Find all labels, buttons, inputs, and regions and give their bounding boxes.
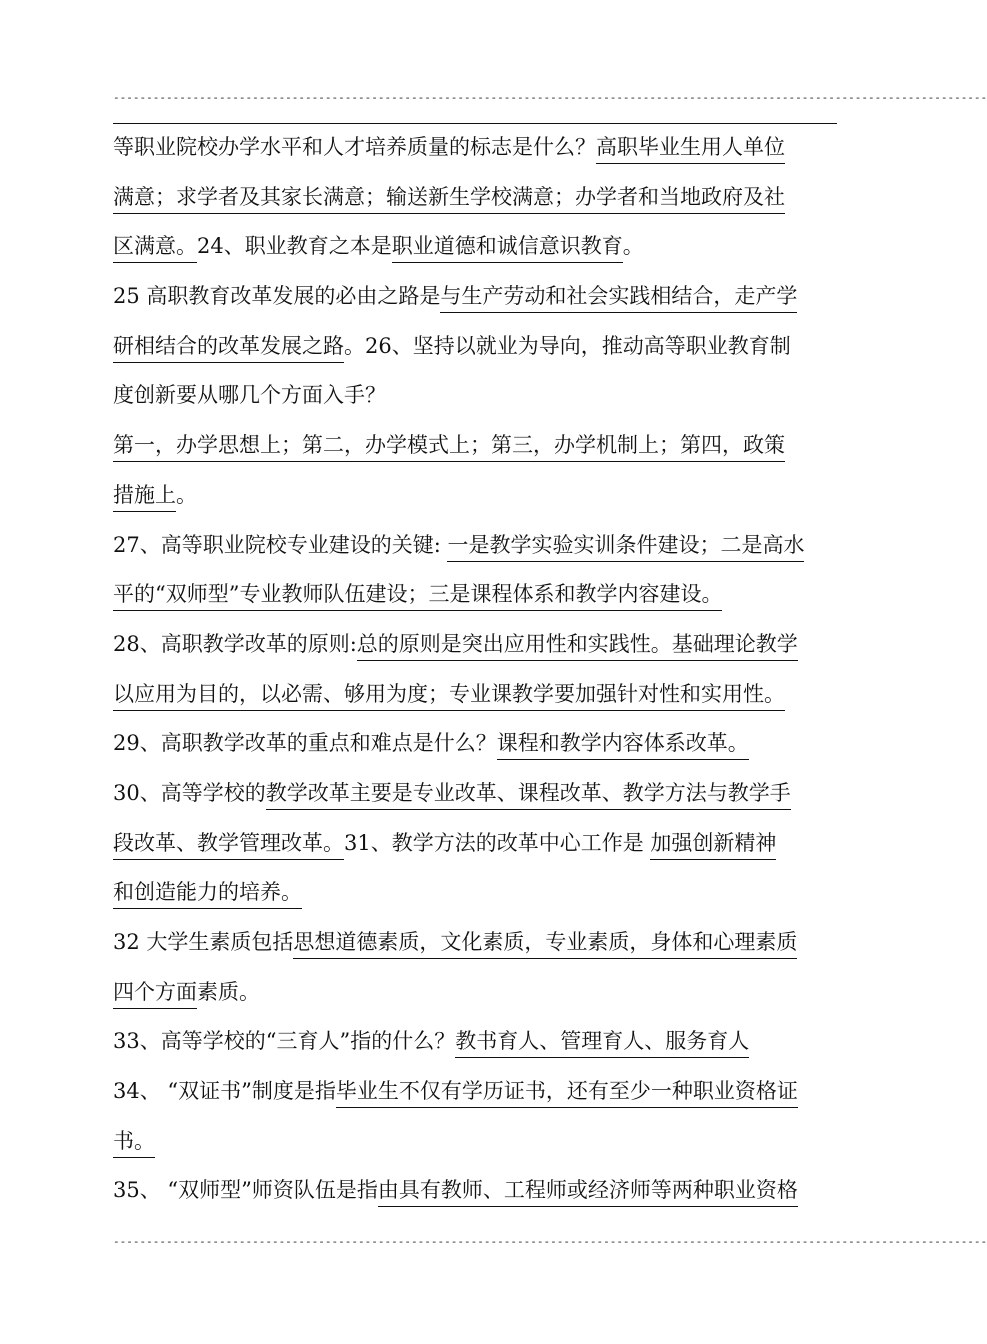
document-body xyxy=(113,128,837,1221)
question-text: 。 xyxy=(622,234,644,259)
text-line xyxy=(113,923,837,973)
top-rule xyxy=(113,123,837,124)
question-text: 25 高职教育改革发展的必由之路是 xyxy=(113,284,441,309)
question-text: 34、 “双证书”制度是指 xyxy=(113,1079,336,1104)
question-text: 度创新要从哪几个方面入手？ xyxy=(113,383,386,408)
text-line xyxy=(113,178,837,228)
underlined-answer: 教学改革主要是专业改革、课程改革、教学方法与教学手 xyxy=(266,781,791,810)
top-dashed-separator: ------------------------------------------------------------------------------------------------------------------------------------ xyxy=(113,91,987,104)
text-line xyxy=(113,675,837,725)
underlined-answer: 与生产劳动和社会实践相结合，走产学 xyxy=(440,284,797,313)
bottom-dashed-separator: ------------------------------------------------------------------------------------------------------------------------------------ xyxy=(113,1235,987,1248)
underlined-answer: 毕业生不仅有学历证书，还有至少一种职业资格证 xyxy=(336,1079,798,1108)
question-text: 29、高职教学改革的重点和难点是什么？ xyxy=(113,731,497,756)
underlined-answer: 书。 xyxy=(113,1129,155,1158)
underlined-answer: 措施上 xyxy=(113,483,176,512)
underlined-answer: 区满意。 xyxy=(113,234,197,263)
question-text: 30、高等学校的 xyxy=(113,780,266,805)
text-line xyxy=(113,824,837,874)
text-line xyxy=(113,526,837,576)
underlined-answer: 四个方面 xyxy=(113,980,197,1009)
question-text: 28、高职教学改革的原则: xyxy=(113,631,357,656)
question-text: 27、高等职业院校专业建设的关键: xyxy=(113,532,448,557)
underlined-answer: 加强创新精神 xyxy=(650,831,776,860)
text-line xyxy=(113,476,837,526)
question-text: 。 xyxy=(176,482,197,507)
text-line xyxy=(113,973,837,1023)
text-line xyxy=(113,575,837,625)
text-line xyxy=(113,1171,837,1221)
underlined-answer: 教书育人、管理育人、服务育人 xyxy=(455,1029,749,1058)
text-line xyxy=(113,327,837,377)
text-line xyxy=(113,724,837,774)
text-line xyxy=(113,1022,837,1072)
text-line xyxy=(113,426,837,476)
text-line xyxy=(113,625,837,675)
question-text: 35、 “双师型”师资队伍是指 xyxy=(113,1178,378,1203)
question-text: 。26、坚持以就业为导向，推动高等职业教育制 xyxy=(344,333,791,358)
text-line xyxy=(113,1122,837,1172)
underlined-answer: 思想道德素质，文化素质，专业素质，身体和心理素质 xyxy=(293,930,797,959)
underlined-answer: 由具有教师、工程师或经济师等两种职业资格 xyxy=(378,1178,798,1207)
text-line xyxy=(113,128,837,178)
underlined-answer: 研相结合的改革发展之路 xyxy=(113,334,344,363)
question-text: 31、教学方法的改革中心工作是 xyxy=(344,830,651,855)
underlined-answer: 以应用为目的，以必需、够用为度；专业课教学要加强针对性和实用性。 xyxy=(113,682,785,711)
question-text: 33、高等学校的“三育人”指的什么？ xyxy=(113,1029,456,1054)
underlined-answer: 段改革、教学管理改革。 xyxy=(113,831,344,860)
question-text: 素质。 xyxy=(197,979,260,1004)
underlined-answer: 第一，办学思想上；第二，办学模式上；第三，办学机制上；第四，政策 xyxy=(113,433,785,462)
text-line xyxy=(113,1072,837,1122)
underlined-answer: 高职毕业生用人单位 xyxy=(596,135,785,164)
underlined-answer: 平的“双师型”专业教师队伍建设；三是课程体系和教学内容建设。 xyxy=(113,582,722,611)
question-text: 32 大学生素质包括 xyxy=(113,930,294,954)
underlined-answer: 课程和教学内容体系改革。 xyxy=(497,731,749,760)
text-line xyxy=(113,376,837,426)
text-line xyxy=(113,774,837,824)
underlined-answer: 和创造能力的培养。 xyxy=(113,880,302,909)
text-line xyxy=(113,873,837,923)
underlined-answer: 满意；求学者及其家长满意；输送新生学校满意；办学者和当地政府及社 xyxy=(113,185,785,214)
underlined-answer: 一是教学实验实训条件建设；二是高水 xyxy=(447,533,804,562)
question-text: 等职业院校办学水平和人才培养质量的标志是什么？ xyxy=(113,135,596,159)
text-line xyxy=(113,227,837,277)
underlined-answer: 职业道德和诚信意识教育 xyxy=(392,234,623,263)
question-text: 24、职业教育之本是 xyxy=(197,234,392,259)
underlined-answer: 总的原则是突出应用性和实践性。基础理论教学 xyxy=(357,632,798,661)
text-line xyxy=(113,277,837,327)
